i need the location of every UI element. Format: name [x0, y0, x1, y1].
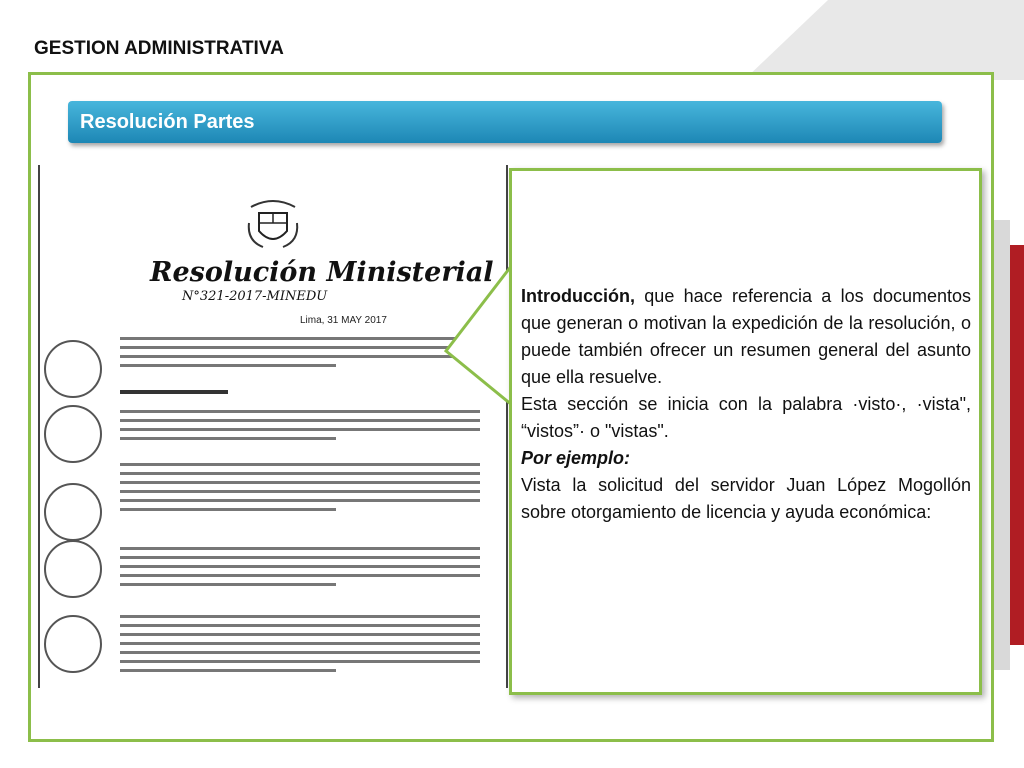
callout-box — [509, 168, 982, 695]
stamp-seal — [44, 615, 102, 673]
document-text-block — [120, 390, 480, 400]
callout-text — [521, 283, 971, 526]
section-paragraph: Esta sección se inicia con la palabra ·visto·, ·vista", “vistos”· o "vistas". — [521, 394, 971, 441]
document-text-block — [120, 615, 480, 678]
document-text-block — [120, 410, 480, 446]
stamp-seal — [44, 540, 102, 598]
document-text-block — [120, 463, 480, 517]
resolution-document-image — [38, 165, 508, 688]
document-date: Lima, 31 MAY 2017 — [300, 315, 387, 326]
document-text-block — [120, 337, 480, 373]
document-text-block — [120, 547, 480, 592]
stamp-seal — [44, 483, 102, 541]
stamp-seal — [44, 405, 102, 463]
document-title: Resolución Ministerial — [150, 257, 494, 288]
example-label: Por ejemplo: — [521, 448, 631, 468]
example-paragraph: Vista la solicitud del servidor Juan López Mogollón sobre otorgamiento de licencia y ayuda económica: — [521, 475, 971, 522]
coat-of-arms-icon — [245, 193, 301, 253]
stamp-seal — [44, 340, 102, 398]
intro-paragraph — [521, 283, 971, 391]
section-banner: Resolución Partes — [68, 101, 942, 143]
decorative-top-shape — [744, 0, 1024, 80]
document-number: N°321-2017-MINEDU — [182, 289, 328, 304]
page-title: GESTION ADMINISTRATIVA — [34, 38, 284, 59]
decorative-red-bar — [1010, 245, 1024, 645]
intro-text: que hace referencia a los documentos que generan o motivan la expedición de la resolución, o puede también ofrecer un resumen general del asunto que ella resuelve. — [521, 286, 971, 387]
intro-label: Introducción, — [521, 286, 635, 306]
callout-pointer — [444, 265, 516, 435]
